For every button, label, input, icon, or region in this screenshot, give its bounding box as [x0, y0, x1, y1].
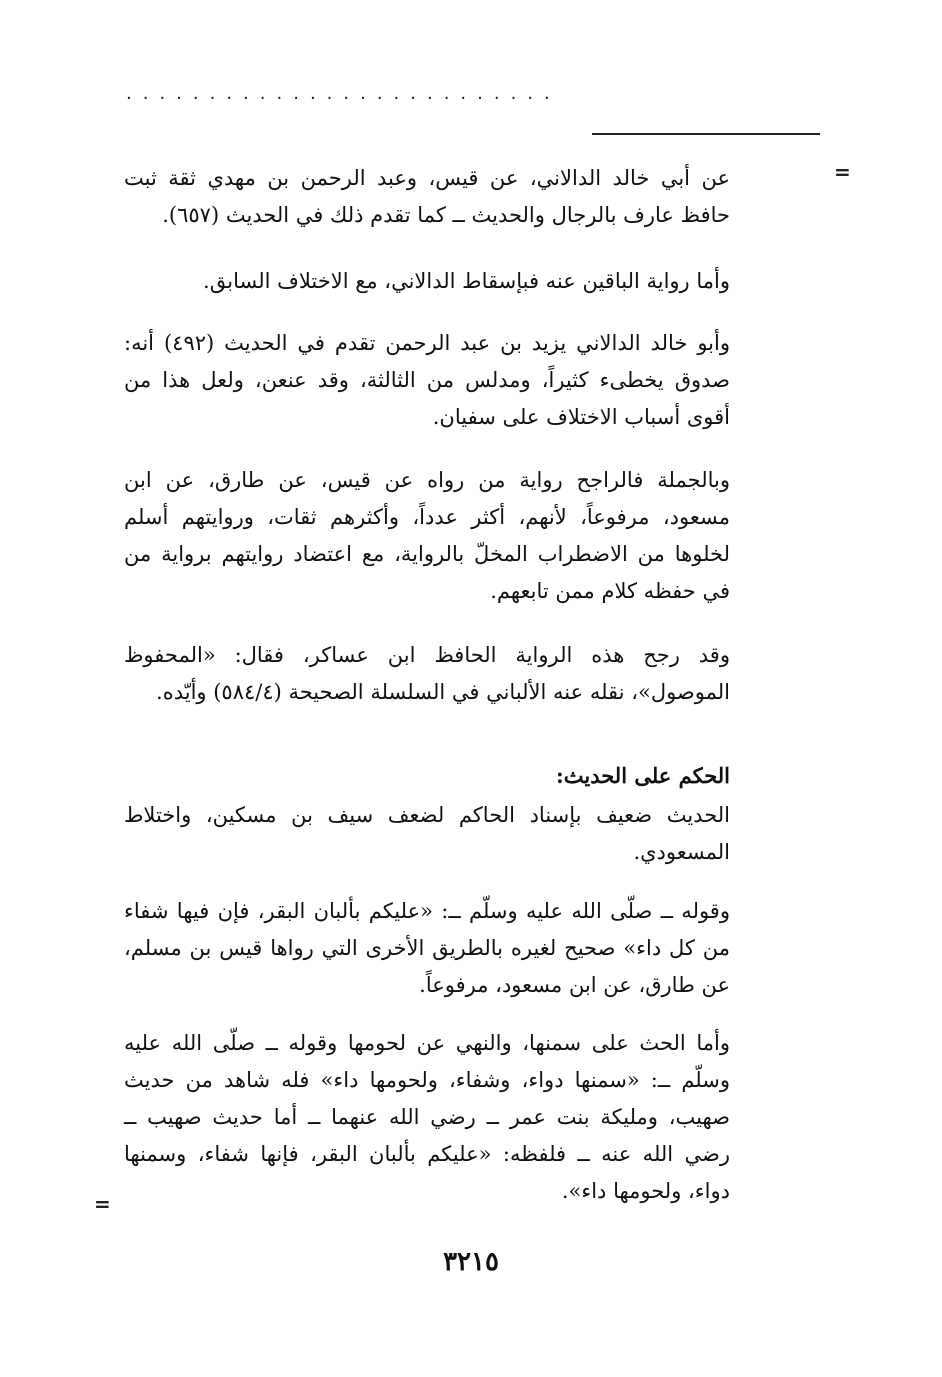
- continuation-mark-top: =: [834, 160, 851, 184]
- ruling-paragraph-1: الحديث ضعيف بإسناد الحاكم لضعف سيف بن مسكين، واختلاط المسعودي.: [124, 803, 730, 864]
- ruling-paragraph-2: وقوله ــ صلّى الله عليه وسلّم ــ: «عليكم بألبان البقر، فإن فيها شفاء من كل داء» صحيح لغيره بالطريق الأخرى التي رواها قيس بن مسلم، عن طارق، عن ابن مسعود، مرفوعاً.: [124, 899, 730, 997]
- continuation-mark-bottom: =: [94, 1192, 111, 1216]
- dotted-separator: ..........................: [126, 88, 561, 100]
- ruling-paragraph-3: وأما الحث على سمنها، والنهي عن لحومها وقوله ــ صلّى الله عليه وسلّم ــ: «سمنها دواء، وشفاء، ولحومها داء» فله شاهد من حديث صهيب، ومليكة بنت عمر ــ رضي الله عنهما ــ أما حديث صهيب ــ رضي الله عنه ــ فلفظه: «عليكم بألبان البقر، فإنها شفاء، وسمنها دواء، ولحومها داء».: [124, 1031, 730, 1203]
- section-heading: الحكم على الحديث:: [556, 763, 730, 788]
- paragraph-4: وبالجملة فالراجح رواية من رواه عن قيس، عن طارق، عن ابن مسعود، مرفوعاً، لأنهم، أكثر عدداً، وأكثرهم ثقات، وروايتهم أسلم لخلوها من الاضطراب المخلّ بالرواية، مع اعتضاد روايتهم برواية من في حفظه كلام ممن تابعهم.: [124, 468, 730, 603]
- paragraph-5: وقد رجح هذه الرواية الحافظ ابن عساكر، فقال: «المحفوظ الموصول»، نقله عنه الألباني في السلسلة الصحيحة (٥٨٤/٤) وأيّده.: [124, 643, 730, 704]
- footnote-rule: [592, 133, 820, 135]
- page-number: ٣٢١٥: [443, 1247, 499, 1277]
- paragraph-1: عن أبي خالد الدالاني، عن قيس، وعبد الرحمن بن مهدي ثقة ثبت حافظ عارف بالرجال والحديث ــ كما تقدم ذلك في الحديث (٦٥٧).: [124, 166, 730, 227]
- paragraph-2: وأما رواية الباقين عنه فبإسقاط الدالاني، مع الاختلاف السابق.: [203, 269, 730, 293]
- paragraph-3: وأبو خالد الدالاني يزيد بن عبد الرحمن تقدم في الحديث (٤٩٢) أنه: صدوق يخطىء كثيراً، ومدلس من الثالثة، وقد عنعن، ولعل هذا من أقوى أسباب الاختلاف على سفيان.: [124, 331, 730, 429]
